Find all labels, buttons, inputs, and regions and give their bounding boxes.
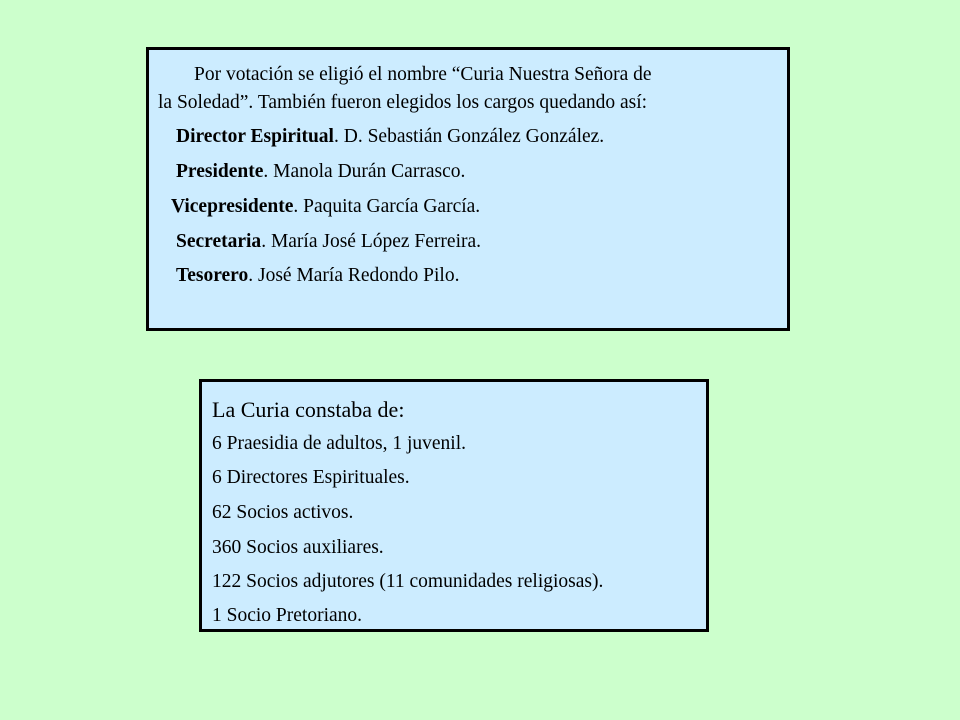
officer-role: Secretaria (176, 231, 262, 252)
officer-role: Tesorero (176, 265, 249, 286)
officer-person: . María José López Ferreira. (261, 231, 482, 252)
officer-person: . José María Redondo Pilo. (248, 265, 460, 286)
officer-tesorero (176, 266, 459, 286)
officer-director-espiritual (176, 127, 604, 147)
composition-item: 360 Socios auxiliares. (212, 537, 384, 558)
composition-item: 6 Praesidia de adultos, 1 juvenil. (212, 433, 466, 454)
officer-role: Vicepresidente (171, 196, 294, 217)
intro-text-line-1: Por votación se eligió el nombre “Curia Nuestra Señora de (194, 64, 652, 85)
composition-heading: La Curia constaba de: (212, 397, 405, 422)
officer-vicepresidente (171, 197, 480, 217)
officer-secretaria (176, 232, 481, 252)
officer-person: . Paquita García García. (293, 196, 481, 217)
officer-presidente (176, 162, 465, 182)
officer-role: Presidente (176, 161, 264, 182)
officer-person: . Manola Durán Carrasco. (263, 161, 466, 182)
intro-text-line-2: la Soledad”. También fueron elegidos los cargos quedando así: (158, 92, 648, 113)
composition-item: 62 Socios activos. (212, 502, 354, 523)
officer-role: Director Espiritual (176, 126, 334, 147)
composition-item: 6 Directores Espirituales. (212, 467, 410, 488)
curia-name-box (146, 47, 790, 331)
composition-item: 1 Socio Pretoriano. (212, 605, 363, 626)
officer-person: . D. Sebastián González González. (333, 126, 605, 147)
composition-item: 122 Socios adjutores (11 comunidades religiosas). (212, 571, 604, 592)
composition-box (199, 379, 709, 632)
